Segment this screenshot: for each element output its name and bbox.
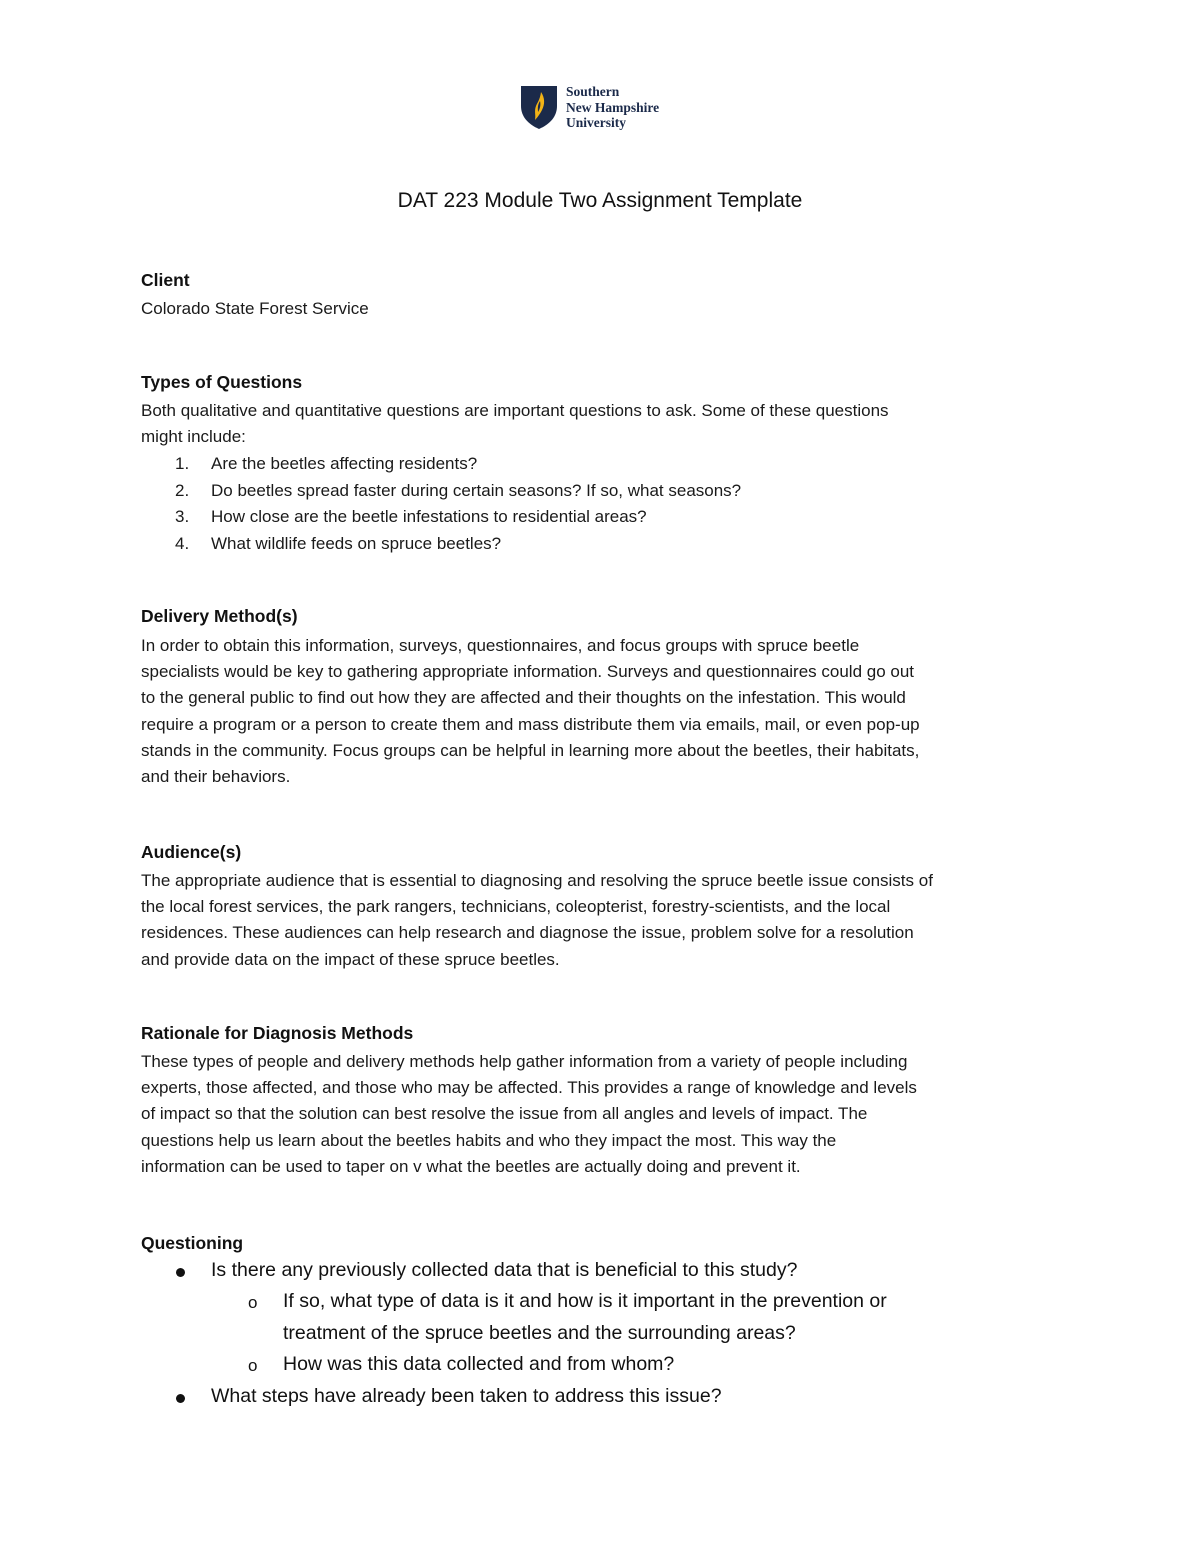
- paragraph-line: questions help us learn about the beetles habits and who they impact the most. This way the: [141, 1130, 837, 1150]
- logo-wordmark: [566, 84, 659, 131]
- question-list: [141, 451, 741, 557]
- logo-line: Southern: [566, 84, 620, 99]
- list-number: 3.: [175, 507, 190, 526]
- paragraph-line: to the general public to find out how they are affected and their thoughts on the infestation. This would: [141, 688, 906, 708]
- sub-bullet-item: If so, what type of data is it and how is it important in the prevention or: [283, 1290, 887, 1312]
- paragraph-line: the local forest services, the park rangers, technicians, coleopterist, forestry-scientists, and the local: [141, 897, 891, 917]
- logo-line: University: [566, 115, 626, 130]
- types-of-questions-intro: [141, 398, 1061, 450]
- bullet-dot-icon: [176, 1268, 185, 1277]
- list-number: 1.: [175, 454, 190, 473]
- logo-line: New Hampshire: [566, 99, 660, 115]
- paragraph-line: In order to obtain this information, surveys, questionnaires, and focus groups with spruce beetle: [141, 636, 860, 655]
- paragraph-line: experts, those affected, and those who may be affected. This provides a range of knowledge and levels: [141, 1078, 917, 1098]
- list-number: 4.: [175, 533, 190, 553]
- list-item-text: How close are the beetle infestations to residential areas?: [211, 507, 647, 526]
- sub-bullet-marker: o: [248, 1293, 258, 1312]
- paragraph-line: and provide data on the impact of these spruce beetles.: [141, 949, 560, 969]
- list-item-text: Do beetles spread faster during certain seasons? If so, what seasons?: [211, 480, 742, 500]
- document-title: DAT 223 Module Two Assignment Template: [397, 189, 803, 212]
- list-item-text: What wildlife feeds on spruce beetles?: [211, 533, 502, 553]
- audience-paragraph: [141, 868, 1061, 973]
- types-of-questions-heading: Types of Questions: [141, 372, 303, 392]
- list-item-text: Are the beetles affecting residents?: [211, 454, 478, 473]
- paragraph-line: stands in the community. Focus groups can be helpful in learning more about the beetles, their habitats,: [141, 740, 920, 760]
- paragraph-line: specialists would be key to gathering appropriate information. Surveys and questionnaires could go out: [141, 662, 915, 682]
- university-logo: [520, 84, 659, 131]
- rationale-heading: Rationale for Diagnosis Methods: [141, 1023, 414, 1043]
- paragraph-line: require a program or a person to create them and mass distribute them via emails, mail, or even pop-up: [141, 714, 920, 734]
- list-item: [141, 451, 741, 478]
- client-text: [141, 296, 1061, 322]
- list-number: 2.: [175, 480, 190, 500]
- paragraph-line: Both qualitative and quantitative questions are important questions to ask. Some of these questions: [141, 401, 889, 420]
- list-item: [141, 531, 741, 558]
- bullet-item: Is there any previously collected data that is beneficial to this study?: [211, 1259, 798, 1281]
- list-item: [141, 478, 741, 505]
- paragraph-line: The appropriate audience that is essential to diagnosing and resolving the spruce beetle issue consists of: [141, 871, 933, 890]
- delivery-heading: Delivery Method(s): [141, 606, 298, 626]
- paragraph-line: might include:: [141, 427, 246, 447]
- paragraph-line: Colorado State Forest Service: [141, 299, 369, 318]
- sub-bullet-item: How was this data collected and from whom?: [283, 1353, 675, 1375]
- paragraph-line: and their behaviors.: [141, 767, 291, 787]
- paragraph-line: of impact so that the solution can best resolve the issue from all angles and levels of impact. The: [141, 1104, 868, 1124]
- delivery-paragraph: [141, 633, 1061, 790]
- paragraph-line: residences. These audiences can help research and diagnose the issue, problem solve for a resolution: [141, 923, 914, 943]
- sub-bullet-item-continued: treatment of the spruce beetles and the surrounding areas?: [283, 1322, 796, 1344]
- list-item: [141, 504, 741, 531]
- sub-bullet-marker: o: [248, 1356, 258, 1375]
- rationale-paragraph: [141, 1049, 1061, 1180]
- paragraph-line: These types of people and delivery methods help gather information from a variety of people including: [141, 1052, 908, 1071]
- snhu-shield-flame-icon: [520, 84, 558, 130]
- audience-heading: Audience(s): [141, 842, 242, 862]
- client-heading: Client: [141, 270, 190, 290]
- questioning-heading: Questioning: [141, 1233, 244, 1253]
- bullet-dot-icon: [176, 1394, 185, 1403]
- bullet-item: What steps have already been taken to address this issue?: [211, 1385, 722, 1407]
- paragraph-line: information can be used to taper on v what the beetles are actually doing and prevent it.: [141, 1156, 801, 1176]
